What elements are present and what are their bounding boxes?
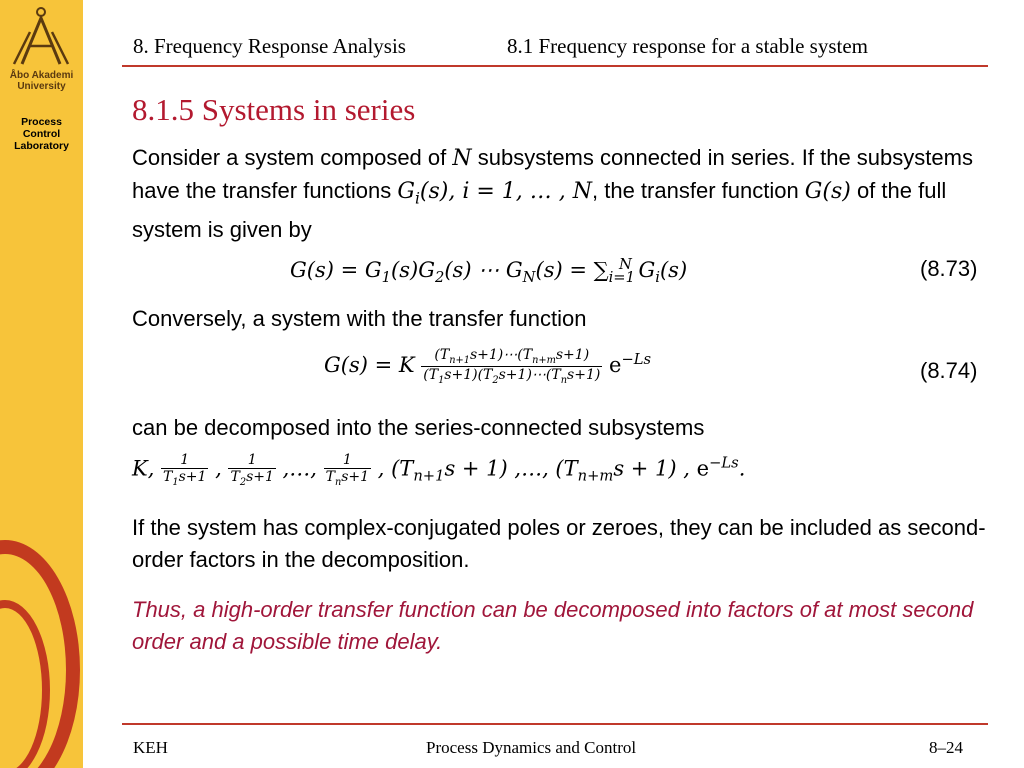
equation-number-8-73: (8.73) xyxy=(920,256,978,281)
math-Gs: G(s) xyxy=(804,179,851,204)
footer-rule xyxy=(122,723,988,725)
equation-8-73: $G(s) = G_1(s)G_2(s)$ ⋯ $G_N(s) = \sum_{i=1}^N$ $G_i(s)$ xyxy=(290,256,688,287)
math-N: N xyxy=(452,146,472,171)
sidebar xyxy=(0,0,83,768)
footer-course: Process Dynamics and Control xyxy=(426,738,637,757)
paragraph-conversely: Conversely, a system with the transfer function xyxy=(132,306,587,331)
footer-page-number: 8–24 xyxy=(929,738,963,757)
equation-number-8-74: (8.74) xyxy=(920,358,978,383)
intro-text-1: Consider a system composed of xyxy=(132,145,453,170)
page-title: 8.1.5 Systems in series xyxy=(132,92,416,127)
chapter-title: 8. Frequency Response Analysis xyxy=(133,34,406,58)
lab-name: Process Control Laboratory xyxy=(14,116,69,152)
university-name: Åbo Akademi University xyxy=(9,70,74,92)
fraction-8-74: $\frac{(T_{n+1}s+1)\cdots(T_{n+m}s+1)}{(T_1s+1)(T_2s+1)\cdots(T_ns+1)}$ xyxy=(423,347,601,386)
intro-text-3: , the transfer function xyxy=(592,178,805,203)
section-title-header: 8.1 Frequency response for a stable system xyxy=(507,34,868,58)
header-rule xyxy=(122,65,988,67)
math-Gi: $G_i(s)$, i = 1, … , N xyxy=(397,179,593,208)
footer-author: KEH xyxy=(133,738,168,757)
intro-text-2: subsystems connected in series. If the subsystems have the transfer functions xyxy=(132,145,973,203)
university-logo-icon xyxy=(8,6,74,68)
subsystem-list: K, $\frac{1}{T_1s+1}$ , $\frac{1}{T_2s+1}$ ,…, $\frac{1}{T_ns+1}$ , $(T_{n+1}s + 1)$ ,…, $(T_{n+m}s + 1)$ , $e^{-Ls}$. xyxy=(132,452,746,488)
paragraph-intro xyxy=(132,142,992,246)
paragraph-complex: If the system has complex-conjugated poles or zeroes, they can be included as second-order factors in the decomposition. xyxy=(132,515,986,572)
equation-8-74: G(s) = K $\frac{(T_{n+1}s+1)\cdots(T_{n+m}s+1)}{(T_1s+1)(T_2s+1)\cdots(T_ns+1)}$ $e^{-Ls}$ xyxy=(324,347,652,386)
paragraph-decompose: can be decomposed into the series-connected subsystems xyxy=(132,415,705,440)
paragraph-conclusion: Thus, a high-order transfer function can be decomposed into factors of at most second order and a possible time delay. xyxy=(132,597,974,654)
intro-text-4: of the full system is given by xyxy=(132,178,947,243)
